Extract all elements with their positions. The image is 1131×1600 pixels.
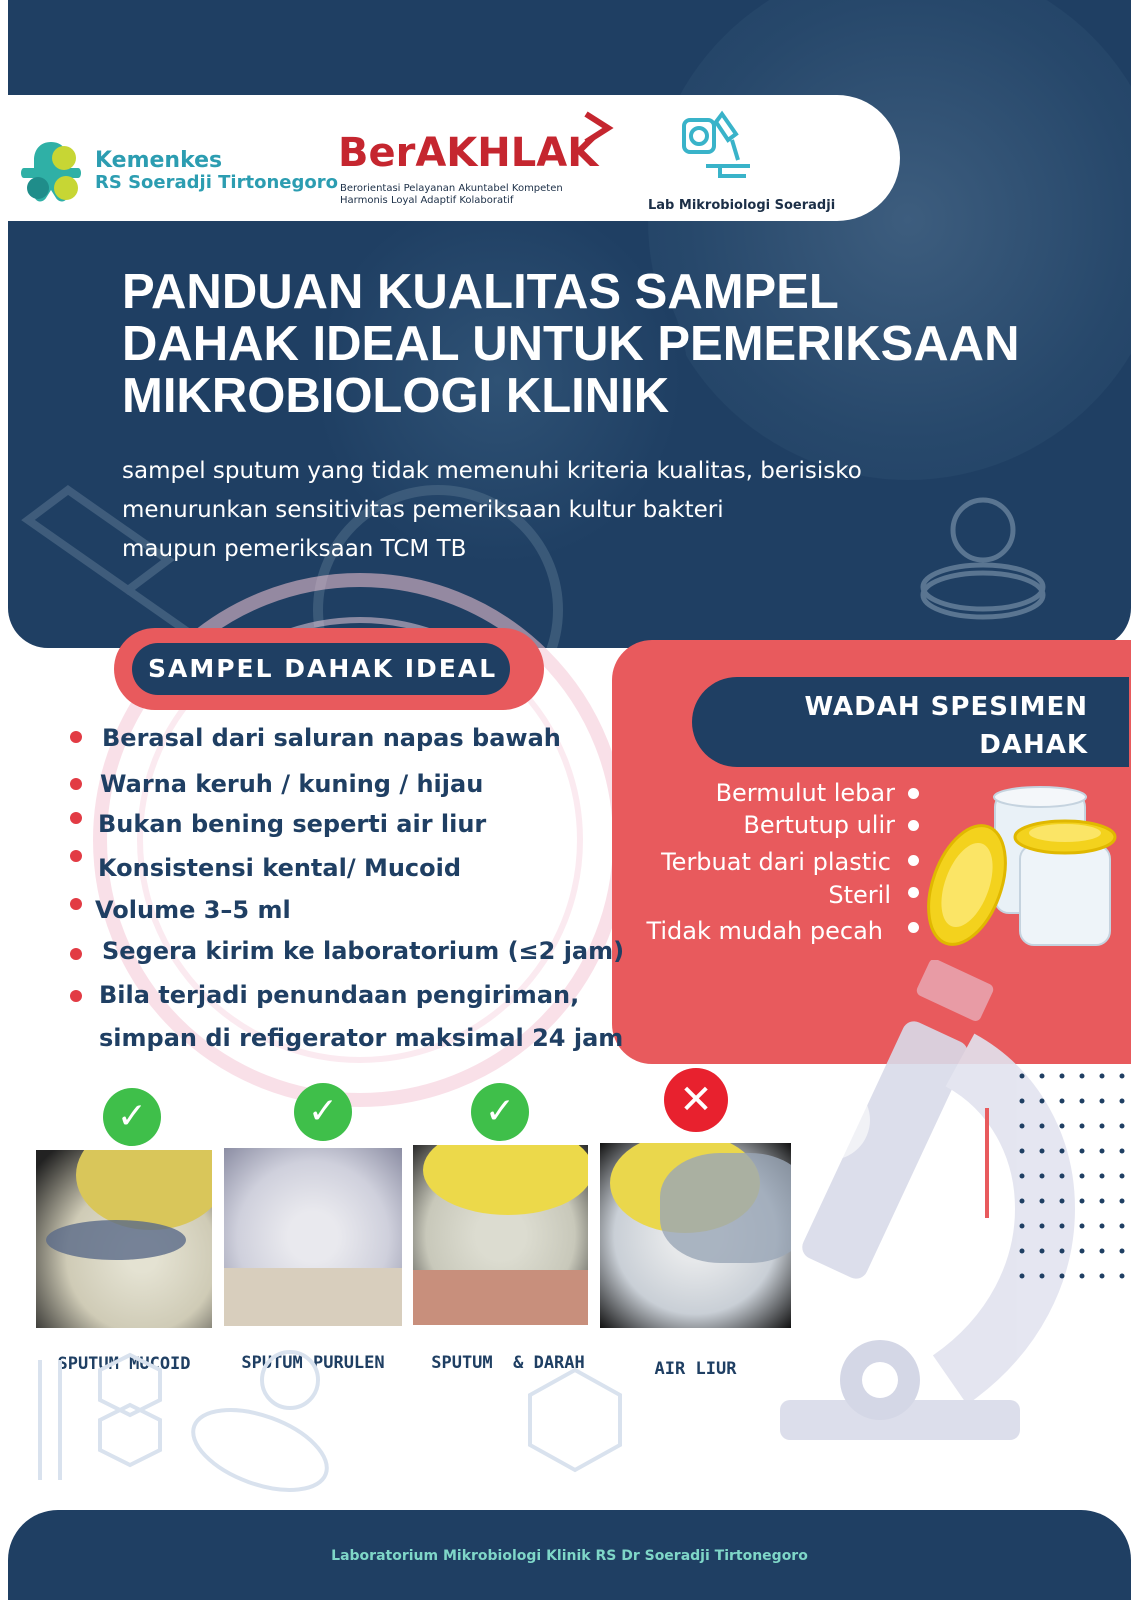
container-heading-line1: WADAH SPESIMEN [804,692,1088,722]
bullet-dot-icon [70,778,82,790]
container-item: Bermulut lebar [715,779,895,807]
ideal-item: Berasal dari saluran napas bawah [102,724,561,752]
page-subtitle [122,452,962,569]
ideal-heading: SAMPEL DAHAK IDEAL [132,643,510,695]
subtitle-line-3: maupun pemeriksaan TCM TB [122,536,467,562]
sample-label: SPUTUM PURULEN [241,1353,385,1373]
bullet-dot-icon [908,922,919,933]
footer-text: Laboratorium Mikrobiologi Klinik RS Dr Soeradji Tirtonegoro [331,1548,808,1564]
sample-photo-purulen [224,1148,402,1326]
container-heading [692,688,1088,764]
sample-label: SPUTUM & DARAH [431,1353,585,1373]
ideal-item: Bukan bening seperti air liur [98,810,487,838]
ideal-item: Volume 3–5 ml [95,896,291,924]
bullet-dot-icon [908,788,919,799]
title-line-3: MIKROBIOLOGI KLINIK [122,369,670,423]
berakhlak-logo: BerAKHLAK [338,130,599,176]
sputum-container-image [925,785,1125,965]
ideal-item: Warna keruh / kuning / hijau [100,770,484,798]
page-title [122,266,1102,422]
lab-caption: Lab Mikrobiologi Soeradji [648,198,836,213]
kemenkes-wordmark [95,150,338,194]
bullet-dot-icon [70,990,82,1002]
hospital-name: RS Soeradji Tirtonegoro [95,172,338,193]
title-line-1: PANDUAN KUALITAS SAMPEL [122,265,839,319]
sample-label: AIR LIUR [654,1359,737,1379]
bullet-dot-icon [908,887,919,898]
title-line-2: DAHAK IDEAL UNTUK PEMERIKSAAN [122,317,1020,371]
ideal-item-continuation: simpan di refigerator maksimal 24 jam [99,1024,624,1052]
berakhlak-tagline-line2: Harmonis Loyal Adaptif Kolaboratif [340,195,514,206]
kemenkes-logo-icon [18,138,84,208]
check-icon: ✓ [103,1088,161,1146]
ideal-item: Konsistensi kental/ Mucoid [98,854,462,882]
bullet-dot-icon [70,898,82,910]
sample-photo-mucoid [36,1150,212,1328]
bullet-dot-icon [908,855,919,866]
bullet-dot-icon [908,820,919,831]
microscope-logo-icon [676,106,756,186]
bullet-dot-icon [70,948,82,960]
subtitle-line-1: sampel sputum yang tidak memenuhi kriteria kualitas, berisisko [122,458,862,484]
check-icon: ✓ [294,1083,352,1141]
sample-photo-darah [413,1145,588,1325]
container-heading-line2: DAHAK [979,730,1088,760]
container-item: Steril [828,881,891,909]
container-item: Bertutup ulir [743,811,895,839]
bullet-dot-icon [70,850,82,862]
check-icon: ✓ [471,1083,529,1141]
berakhlak-tagline-line1: Berorientasi Pelayanan Akuntabel Kompeten [340,183,563,194]
subtitle-line-2: menurunkan sensitivitas pemeriksaan kultur bakteri [122,497,724,523]
container-item: Tidak mudah pecah [646,917,883,945]
bullet-dot-icon [70,812,82,824]
bullet-dot-icon [70,731,82,743]
sample-photo-air-liur [600,1143,791,1328]
kemenkes-label: Kemenkes [95,148,223,173]
container-item: Terbuat dari plastic [661,848,891,876]
lab-watermark-icons [20,1340,660,1510]
accent-line [985,1108,989,1218]
ideal-item: Bila terjadi penundaan pengiriman, [99,981,580,1009]
berakhlak-chevron-icon [580,110,614,146]
sample-label: SPUTUM MUCOID [57,1354,191,1374]
dot-grid-decoration [1018,1072,1128,1282]
ideal-item: Segera kirim ke laboratorium (≤2 jam) [102,937,625,965]
berakhlak-tagline [340,183,563,207]
reject-icon: ✕ [664,1068,728,1132]
